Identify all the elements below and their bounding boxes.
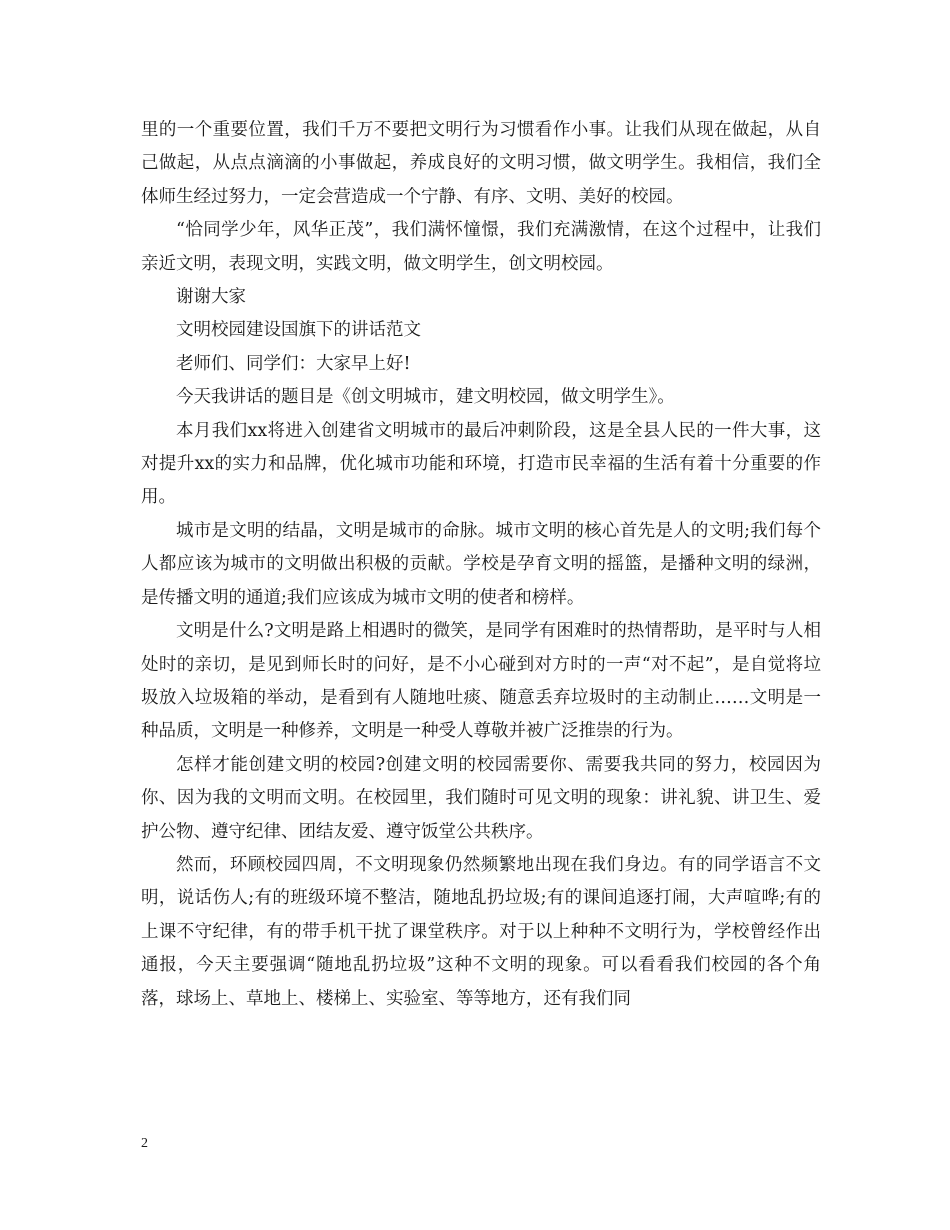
paragraph: 城市是文明的结晶，文明是城市的命脉。城市文明的核心首先是人的文明;我们每个人都应该为城市的文明做出积极的贡献。学校是孕育文明的摇篮，是播种文明的绿洲，是传播文明的通道;我们应该成为城市文明的使者和榜样。: [141, 520, 821, 608]
paragraph: 今天我讲话的题目是《创文明城市，建文明校园，做文明学生》。: [176, 387, 675, 408]
paragraph: 里的一个重要位置，我们千万不要把文明行为习惯看作小事。让我们从现在做起，从自己做起，从点点滴滴的小事做起，养成良好的文明习惯，做文明学生。我相信，我们全体师生经过努力，一定会营造成一个宁静、有序、文明、美好的校园。: [141, 120, 821, 207]
page-number: 2: [141, 1136, 148, 1151]
paragraph: 谢谢大家: [176, 287, 246, 308]
paragraph: 本月我们xx将进入创建省文明城市的最后冲刺阶段，这是全县人民的一件大事，这对提升xx的实力和品牌，优化城市功能和环境，打造市民幸福的生活有着十分重要的作用。: [141, 420, 821, 508]
paragraph: 怎样才能创建文明的校园?创建文明的校园需要你、需要我共同的努力，校园因为你、因为我的文明而文明。在校园里，我们随时可见文明的现象：讲礼貌、讲卫生、爱护公物、遵守纪律、团结友爱、遵守饭堂公共秩序。: [141, 754, 821, 842]
greeting: 老师们、同学们：大家早上好!: [176, 353, 411, 374]
paragraph: 文明是什么?文明是路上相遇时的微笑，是同学有困难时的热情帮助，是平时与人相处时的亲切，是见到师长时的问好，是不小心碰到对方时的一声“对不起”，是自觉将垃圾放入垃圾箱的举动，是看到有人随地吐痰、随意丢弃垃圾时的主动制止……文明是一种品质，文明是一种修养，文明是一种受人尊敬并被广泛推崇的行为。: [141, 621, 821, 742]
paragraph: 然而，环顾校园四周，不文明现象仍然频繁地出现在我们身边。有的同学语言不文明，说话伤人;有的班级环境不整洁，随地乱扔垃圾;有的课间追逐打闹，大声喧哗;有的上课不守纪律，有的带手机干扰了课堂秩序。对于以上种种不文明行为，学校曾经作出通报，今天主要强调“随地乱扔垃圾”这种不文明的现象。可以看看我们校园的各个角落，球场上、草地上、楼梯上、实验室、等等地方，还有我们同: [141, 854, 821, 1009]
paragraph: “恰同学少年，风华正茂”，我们满怀憧憬，我们充满激情，在这个过程中，让我们亲近文明，表现文明，实践文明，做文明学生，创文明校园。: [141, 220, 821, 274]
document-body: [141, 114, 821, 1016]
speech-title: 文明校园建设国旗下的讲话范文: [176, 320, 421, 341]
